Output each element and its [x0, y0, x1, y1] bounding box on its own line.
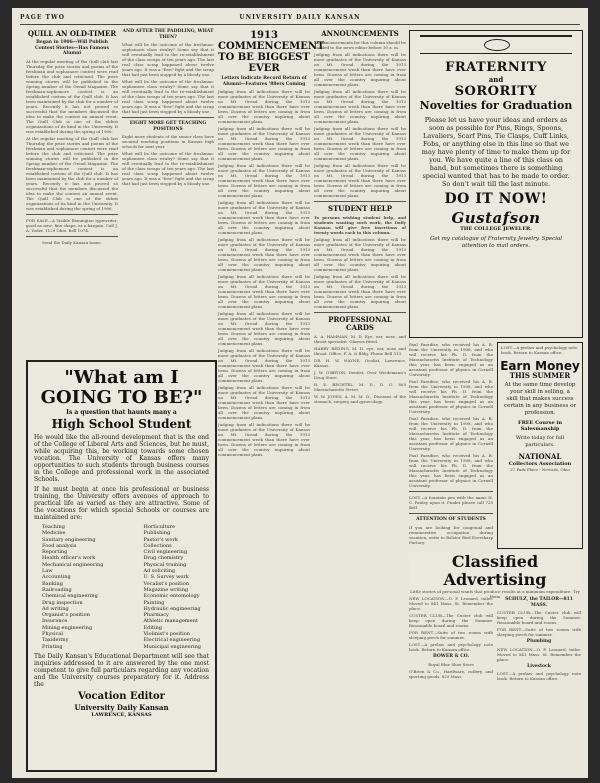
classified-item-3: FOR RENT—Suite of two rooms with sleeping porch for summer.	[409, 630, 493, 640]
fraternity-ad	[409, 30, 583, 338]
commencement-body-7: Judging from all indications there will be more graduates of the University of Kansas on Mt. Oread during the 1913 commencement week than there have ever been. Dozens of letters are coming in from all over the country inquiring about commencement plans.	[218, 311, 310, 346]
commencement-body-3: Judging from all indications there will be more graduates of the University of Kansas on Mt. Oread during the 1913 commencement week than there have ever been. Dozens of letters are coming in from all over the country inquiring about commencement plans.	[218, 163, 310, 198]
column-commencement	[218, 28, 325, 773]
paddling-headline: AND AFTER THE PADDLING, WHAT THEN?	[122, 29, 214, 40]
student-help-body-3: Judging from all indications there will be more graduates of the University of Kansas on Mt. Oread during the 1913 commencement week than there have ever been. Dozens of letters are coming in from all over the country inquiring about commencement plans.	[314, 274, 406, 309]
vocation-editor: Vocation Editor	[78, 690, 165, 702]
course-item: Ad writing	[42, 605, 69, 612]
course-item: Railroading	[42, 586, 72, 593]
commencement-headline: 1913 COMMENCEMENT TO BE BIGGEST EVER	[218, 30, 325, 74]
paradise-note-3: Paul Paradise, who received his A. B. from the University in 1908, and who will receive his Ph. D. from the Massachusetts Institute of Technology this year, has been engaged as an assistant professor of physics in Cornell University.	[409, 416, 493, 451]
course-item: Chemical engineering	[42, 593, 98, 600]
attention-headline: ATTENTION OF STUDENTS	[416, 517, 486, 522]
fraternity-body: Please let us have your ideas and orders as soon as possible for Pins, Rings, Spoons, Lavaliers, Scarf Pins, Tie Clasps, Cuff Links, Fobs, or anything else in this line so that we may have plenty of time to make them up for you. We have quite a line of this class on hand, but sometimes there is something special wanted that has to be made to order. So don't wait till the last minute.	[421, 116, 571, 188]
course-item: Mining engineering	[42, 624, 93, 631]
free-course: FREE Course in Salesmanship	[518, 420, 562, 432]
course-item: Editing	[143, 624, 163, 631]
quill-body-repeat: At the regular meeting of the Quill club last Thursday the prize stories and poems of the freshman and sophomore contest were read before the club and criticised. The prize winning stories will be published in the Spring number of the Oread Magazine. The freshman-sophomore contest is an established custom of the Quill club. It has been maintained by the club for a number of years. Recently it has not proved so successful that the members discussed the idea to make the contest an annual event. The Quill Club is one of the oldest organizations of its kind in the University. It was established during the spring of 1906.	[26, 135, 118, 211]
sorority-word: SORORITY	[454, 84, 538, 99]
course-item: Physical	[42, 631, 63, 638]
course-item: Physical training	[143, 561, 187, 568]
city: LAWRENCE, KANSAS	[91, 711, 152, 718]
course-item: Magazine writing	[143, 586, 189, 593]
card-4: J. W. O'BRYON, Dentist. Over Wiedemann's Drug Store.	[314, 370, 406, 380]
course-item: Horticulture	[143, 524, 176, 530]
daily-kansan: University Daily Kansan	[74, 702, 169, 712]
course-item: Accounting	[42, 574, 71, 581]
obrien-ad: O'Brien & Co., Hardware, cutlery, and sporting goods. 829 Mass.	[409, 668, 493, 679]
course-item: Organist's position	[42, 612, 90, 619]
course-item: Hydraulic engineering	[143, 605, 201, 612]
masthead-title: UNIVERSITY DAILY KANSAN	[239, 14, 361, 21]
divider	[26, 214, 118, 215]
fraternity-word: FRATERNITY	[445, 60, 547, 75]
college-jeweler: THE COLLEGE JEWELER.	[460, 226, 532, 232]
classified-header	[409, 552, 581, 599]
what-am-i: "What am I	[64, 367, 179, 388]
and-word: and	[488, 75, 504, 84]
course-item: Printing	[42, 643, 63, 650]
announcements-body-4: Judging from all indications there will be more graduates of the University of Kansas on Mt. Oread during the 1913 commencement week than there have ever been. Dozens of letters are coming in from all over the country inquiring about commencement plans.	[314, 126, 406, 161]
course-item: Insurance	[42, 618, 68, 625]
teaching-body: Eight more students of the senior class have secured teaching positions in Kansas high schools for next year.	[122, 134, 214, 149]
paddling-body: What will be the outcome of the freshman-sophomore class rivalry? Some say that it will eventually lead to the re-establishment of the class scraps of ten years ago. The last real class scrap happened about twelve years ago. It was a "free" fight and the scrap that had just been stopped by a bloody one.	[122, 42, 214, 77]
course-item: Vocalist's position	[143, 580, 189, 587]
classified-item-2: CUSTER CLUB—The Custer club will keep open during the Summer. Reasonable board and rooms.	[409, 613, 493, 628]
course-item: Electrical engineering	[143, 637, 201, 644]
this-summer: THIS SUMMER	[509, 371, 571, 380]
bowers-sub: Royal Blue Shoe Store	[428, 661, 474, 667]
announcements-headline: ANNOUNCEMENTS	[321, 29, 399, 38]
student-help-body-2: Judging from all indications there will be more graduates of the University of Kansas on Mt. Oread during the 1913 commencement week than there have ever been. Dozens of letters are coming in from all over the country inquiring about commencement plans.	[314, 237, 406, 272]
quill-subhead: Began in 1906—Will Publish Contest Stories—Has Famous Alumni	[35, 40, 109, 56]
course-item: Violinist's position	[143, 631, 191, 638]
high-school-student: High School Student	[51, 417, 192, 431]
vocation-closing: The Daily Kansan's Educational Department will see that inquiries addressed to it are answered by the one most competent to give full particulars regarding any vocation and the University courses preparatory for it. Address the	[34, 652, 209, 688]
attention-body: If you are looking for congenial and remunerative occupation during vacation, write to Bolster Bird Eversharp Factory.	[409, 524, 493, 545]
course-item: U. S. Survey work	[143, 574, 189, 581]
classified-col-left	[409, 596, 493, 776]
column-paddling	[122, 28, 214, 353]
divider	[26, 236, 118, 237]
course-item: Ad soliciting	[143, 568, 176, 575]
earn-body: At the same time develop your skill in selling, a skill that makes success certain in any business or profession.	[504, 382, 577, 416]
divider	[122, 117, 214, 118]
courses-left	[42, 524, 103, 650]
announcements-body-3: Judging from all indications there will be more graduates of the University of Kansas on Mt. Oread during the 1913 commencement week than there have ever been. Dozens of letters are coming in from all over the country inquiring about commencement plans.	[314, 89, 406, 124]
paradise-note: Paul Paradise, who received his A. B. from the University in 1908, and who will receive his Ph. D. from the Massachusetts Institute of Technology this year, has been engaged as an assistant professor of physics in Cornell University.	[409, 342, 493, 377]
announcements-body-2: Judging from all indications there will be more graduates of the University of Kansas on Mt. Oread during the 1913 commencement week than there have ever been. Dozens of letters are coming in from all over the country inquiring about commencement plans.	[314, 52, 406, 87]
course-item: Teaching	[42, 524, 65, 530]
course-item: Food analysis	[42, 542, 77, 549]
teaching-body-repeat: What will be the outcome of the freshman-sophomore class rivalry? Some say that it will eventually lead to the re-establishment of the class scraps of ten years ago. The last real class scrap happened about twelve years ago. It was a "free" fight and the scrap that had just been stopped by a bloody one.	[122, 151, 214, 186]
commencement-subhead: Letters Indicate Record Return of Alumni—Features '88ers Coming	[221, 76, 307, 87]
course-item: Drug inspection	[42, 599, 83, 606]
commencement-body-10: Judging from all indications there will be more graduates of the University of Kansas on Mt. Oread during the 1913 commencement week than there have ever been. Dozens of letters are coming in from all over the country inquiring about commencement plans.	[218, 422, 310, 457]
going-to-be: GOING TO BE?"	[40, 387, 203, 408]
professional-cards-headline: PROFESSIONAL CARDS	[328, 315, 392, 332]
course-item: Drug chemistry	[143, 555, 184, 562]
course-item: Health officer's work	[42, 555, 96, 562]
classified-item-1: NEW LOCATION—O. P. Leonard, tailor. Moved to 841 Mass. St. Remember the place.	[409, 596, 493, 611]
bowers-name: BOWER & CO.	[432, 654, 470, 659]
divider	[409, 491, 493, 492]
announcements-body-5: Judging from all indications there will be more graduates of the University of Kansas on Mt. Oread during the 1913 commencement week than there have ever been. Dozens of letters are coming in from all over the country inquiring about commencement plans.	[314, 163, 406, 198]
schulz-ad: SCHULZ, the TAILOR—811 MASS.	[505, 597, 573, 608]
vocation-ad	[26, 360, 217, 772]
vocation-body-2: If he must begin at once his professional or business training, the University offers avenues of approach to practical life as varied as they are attractive. Some of the vocations for which special Schools or courses are maintained are:	[34, 486, 209, 521]
course-item: Taxidermy	[42, 637, 69, 644]
commencement-body: Judging from all indications there will be more graduates of the University of Kansas on Mt. Oread during the 1913 commencement week than there have ever been. Dozens of letters are coming in from all over the country inquiring about commencement plans.	[218, 89, 310, 124]
course-item: Municipal engineering	[143, 643, 201, 650]
courses-right	[144, 524, 201, 650]
course-item: Banking	[42, 580, 63, 587]
paradise-note-4: Paul Paradise, who received his A. B. from the University in 1908, and who will receive his Ph. D. from the Massachusetts Institute of Technology this year, has been engaged as an assistant professor of physics in Cornell University.	[409, 453, 493, 488]
vocation-body: He would like the all-round development that is the end of the College of Liberal Arts and Sciences, but he must, while acquiring this, be working towards some chosen vocation. The University of Kansas offers many opportunities to such students through business courses in the College and professional work in the associated Schools.	[34, 434, 209, 483]
card-5: R. E. BECHTEL, M. D., D. O. 803 Massachusetts Street.	[314, 382, 406, 392]
masthead	[20, 12, 580, 25]
ornament-top	[420, 35, 572, 54]
course-item: Publishing	[143, 530, 171, 537]
earn-money-title: Earn Money	[500, 359, 580, 373]
course-item: Civil engineering	[143, 549, 188, 556]
classified-title: Classified Advertising	[443, 552, 547, 589]
question-line: Is a question that haunts many a	[66, 409, 177, 416]
commencement-body-5: Judging from all indications there will be more graduates of the University of Kansas on Mt. Oread during the 1913 commencement week than there have ever been. Dozens of letters are coming in from all over the country inquiring about commencement plans.	[218, 237, 310, 272]
company-name: NATIONAL	[518, 452, 562, 461]
company-name-2: Collectors Association	[508, 461, 572, 467]
paradise-note-2: Paul Paradise, who received his A. B. from the University in 1908, and who will receive his Ph. D. from the Massachusetts Institute of Technology this year, has been engaged as an assistant professor of physics in Cornell University.	[409, 379, 493, 414]
classified-sub: Little stories of personal wants that produce results at a minimum expenditure. Try them	[410, 589, 580, 599]
masthead-left: PAGE TWO	[20, 14, 65, 21]
fraternity-footer: Get my catalogue of Fraternity Jewelry. Special attention to mail orders.	[429, 236, 563, 249]
newspaper-page	[12, 8, 588, 778]
paddling-body-repeat: What will be the outcome of the freshman-sophomore class rivalry? Some say that it will eventually lead to the re-establishment of the class scraps of ten years ago. The last real class scrap happened about twelve years ago. It was a "free" fight and the scrap that had just been stopped by a bloody one.	[122, 79, 214, 114]
course-item: Reporting	[42, 549, 68, 556]
classified-col-right	[497, 596, 581, 776]
course-item: Sanitary engineering	[42, 536, 96, 543]
divider	[314, 312, 406, 313]
classified-item-right-1: CUSTER CLUB—The Custer club will keep open during the Summer. Reasonable board and rooms.	[497, 610, 581, 625]
divider	[314, 201, 406, 202]
send-home-note: Send the Daily Kansan home.	[42, 239, 102, 245]
card-2: HARRY REDING, M. D. eye, ear, nose and throat. Office, F. A. & Bldg. Phone Bell 313.	[314, 346, 406, 356]
plumbing-head: Plumbing	[526, 639, 552, 644]
course-item: Painting	[143, 599, 165, 606]
commencement-body-9: Judging from all indications there will be more graduates of the University of Kansas on Mt. Oread during the 1913 commencement week than there have ever been. Dozens of letters are coming in from all over the country inquiring about commencement plans.	[218, 385, 310, 420]
commencement-body-6: Judging from all indications there will be more graduates of the University of Kansas on Mt. Oread during the 1913 commencement week than there have ever been. Dozens of letters are coming in from all over the country inquiring about commencement plans.	[218, 274, 310, 309]
courses-list	[42, 524, 201, 650]
course-item: Collections	[143, 542, 172, 549]
course-item: Medicine	[42, 530, 66, 537]
column-announcements	[314, 28, 406, 773]
course-item: Law	[42, 568, 53, 575]
course-item: Athletic management	[143, 618, 198, 625]
teaching-headline: EIGHT MORE GET TEACHING POSITIONS	[129, 121, 207, 132]
company-address: 37 Park Place - Newark, Ohio	[510, 467, 570, 472]
announcements-body: All announcements for this column should be handed to the news editor before 10 a. m.	[314, 40, 406, 50]
classified-item-right-3: NEW LOCATION—O. P. Leonard, tailor. Moved to 841 Mass. St. Remember the place.	[497, 646, 581, 662]
write-today: Write today for full particulars.	[515, 435, 565, 448]
livestock-head: Livestock	[527, 663, 551, 669]
do-it-now: DO IT NOW!	[444, 191, 548, 207]
novelties-line: Novelties for Graduation	[419, 99, 573, 112]
quill-body: At the regular meeting of the Quill club last Thursday the prize stories and poems of the freshman and sophomore contest were read before the club and criticised. The prize winning stories will be published in the Spring number of the Oread Magazine. The freshman-sophomore contest is an established custom of the Quill club. It has been maintained by the club for a number of years. Recently it has not proved so successful that the members discussed the idea to make the contest an annual event. The Quill Club is one of the oldest organizations of its kind in the University. It was established during the spring of 1906.	[26, 58, 118, 134]
gustafson-logo: Gustafson	[451, 209, 541, 227]
divider	[409, 513, 493, 514]
course-item: Pastor's work	[143, 536, 178, 543]
student-help-headline: STUDENT HELP	[328, 204, 392, 213]
classified-item-right-4: LOST—A prelaw and psychology note book. Return to Kansan office.	[497, 671, 581, 681]
lost-pen: LOST—A fountain pen with the name H. C. Pauley upon it. Finder please call 725 Bell.	[409, 495, 493, 510]
course-item: Mechanical engineering	[42, 561, 104, 568]
classified-item-right-2: FOR RENT—Suite of two rooms with sleeping porch for summer.	[497, 627, 581, 637]
fountain-pen-note: LOST—A prelaw and psychology note book. Return to Kansan office.	[501, 345, 578, 355]
card-6: W. W. JONES, A. M. M. D., Diseases of the stomach, surgery and gynecology.	[314, 394, 406, 404]
earn-money-ad	[497, 342, 583, 549]
commencement-body-2: Judging from all indications there will be more graduates of the University of Kansas on Mt. Oread during the 1913 commencement week than there have ever been. Dozens of letters are coming in from all over the country inquiring about commencement plans.	[218, 126, 310, 161]
student-help-body: To persons wishing student help, and students wanting such work, the Daily Kansan will give free insertions of twenty words each in this column.	[314, 215, 406, 235]
course-item: Economic entomology	[143, 593, 200, 600]
card-3: DR. H. W. HAYNE, Oculist, Lawrence, Kansas.	[314, 358, 406, 368]
commencement-body-4: Judging from all indications there will be more graduates of the University of Kansas on Mt. Oread during the 1913 commencement week than there have ever been. Dozens of letters are coming in from all over the country inquiring about commencement plans.	[218, 200, 310, 235]
card-1: A. A. HAMMAN, M. D. Eye, ear, nose, and throat specialist. Glasses fitted.	[314, 334, 406, 344]
for-sale-ad: FOR SALE—A Visible Remington typewriter; good as new; fine shape, at a bargain. Call J. A. Yoder, 1129 Ohio. Bell 1074.	[26, 217, 118, 233]
commencement-body-8: Judging from all indications there will be more graduates of the University of Kansas on Mt. Oread during the 1913 commencement week than there have ever been. Dozens of letters are coming in from all over the country inquiring about commencement plans.	[218, 348, 310, 383]
course-item: Pharmacy	[143, 612, 169, 619]
column-quill	[26, 28, 118, 353]
quill-headline: QUILL AN OLD-TIMER	[27, 29, 117, 38]
classified-item-4: LOST—A prelaw and psychology note book. Return to Kansan office.	[409, 642, 493, 652]
